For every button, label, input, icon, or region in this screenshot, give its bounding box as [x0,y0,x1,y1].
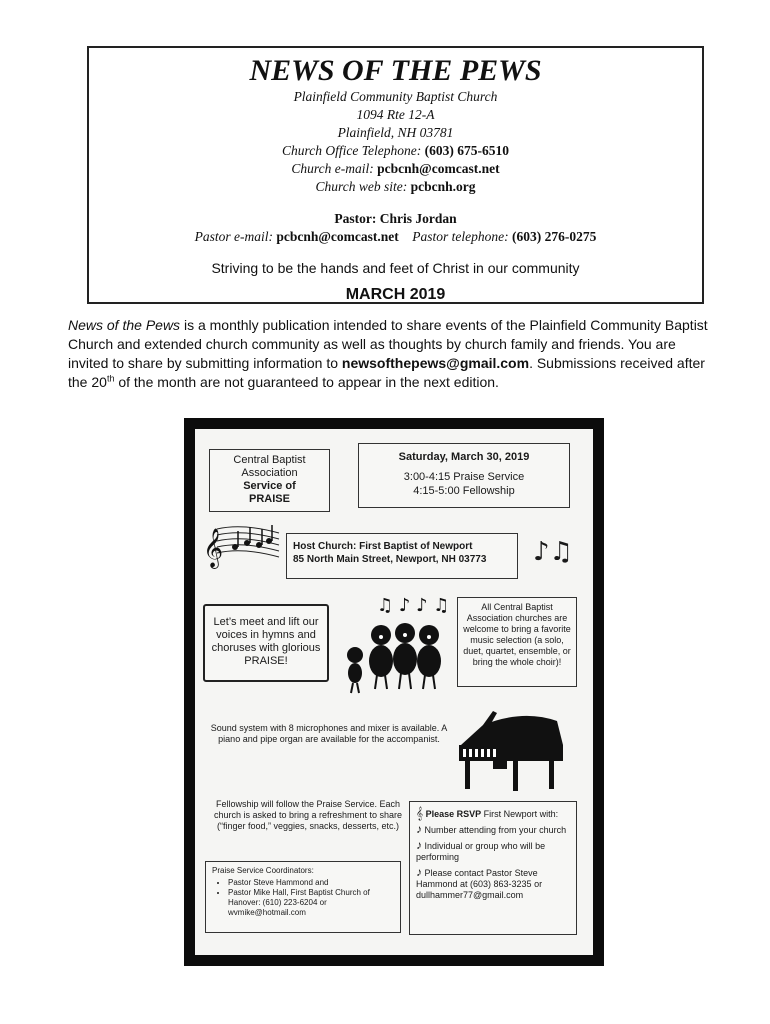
masthead-box: NEWS OF THE PEWS Plainfield Community Baptist Church 1094 Rte 12-A Plainfield, NH 03781 Church Office Telephone: (603) 675-6510 Church e-mail: pcbcnh@comcast.net Church web site: pcbcnh.org Pastor: Chris Jordan Pastor e-mail: pcbcnh@comcast.net Pastor telephone: (603) 276-0275 Striving to be the hands and feet of Christ in our community MARCH 2019 [87,46,704,304]
association-box [209,449,330,512]
coordinators-box [205,861,401,933]
note-icon: ♪ [416,838,422,852]
host-church-box [286,533,518,579]
host-line1: Host Church: First Baptist of Newport [293,541,473,552]
note-icon: ♪ [416,865,422,879]
fellowship-text: Fellowship will follow the Praise Service. Each church is asked to bring a refreshment to share (“finger food,” veggies, snacks, desserts, etc.) [213,799,403,831]
rsvp-bold: Please RSVP [425,809,482,819]
svg-text:𝄞: 𝄞 [203,528,224,568]
issue-month: MARCH 2019 [345,286,446,303]
all-churches-box [457,597,577,687]
meet-text: Let’s meet and lift our voices in hymns and choruses with glorious PRAISE! [211,616,321,667]
church-address-line2: Plainfield, NH 03781 [337,125,454,140]
intro-text-2: . Submissions received after the 20 [68,355,705,390]
music-notes-icon: ♪♫ [533,537,573,567]
event-flyer [184,418,604,966]
tagline: Striving to be the hands and feet of Christ in our community [211,260,580,276]
time-fellowship: 4:15-5:00 Fellowship [413,485,515,497]
note-icon: 𝄞 [416,806,424,820]
event-date: Saturday, March 30, 2019 [398,451,530,463]
date-box [358,443,570,508]
piano-icon [453,705,573,795]
office-phone-label: Church Office Telephone: [282,143,422,158]
assoc-line2: Association [241,467,298,479]
pastor-phone-label: Pastor telephone: [412,229,509,244]
rsvp-item-1: Number attending from your church [424,825,567,835]
host-line2: 85 North Main Street, Newport, NH 03773 [293,554,487,565]
singers-icon [333,589,453,699]
submission-email: newsofthepews@gmail.com [341,355,530,371]
publication-name: News of the Pews [68,317,181,333]
pastor-phone: (603) 276-0275 [512,229,597,244]
rsvp-rest: First Newport with: [481,809,559,819]
sound-system-text: Sound system with 8 microphones and mixer is available. A piano and pipe organ are available for the accompanist. [210,723,448,744]
office-phone: (603) 675-6510 [424,143,509,158]
pastor-name: Pastor: Chris Jordan [334,211,457,226]
meet-box [203,604,329,682]
coord-title: Praise Service Coordinators: [212,866,314,875]
pastor-email: pcbcnh@comcast.net [276,229,399,244]
svg-text:♫ ♪ ♪ ♫: ♫ ♪ ♪ ♫ [377,595,450,616]
assoc-line4: PRAISE [249,493,290,505]
church-email-label: Church e-mail: [291,161,374,176]
rsvp-item-2: Individual or group who will be performing [416,841,546,862]
church-name: Plainfield Community Baptist Church [293,89,498,104]
assoc-line1: Central Baptist [233,454,306,466]
rsvp-box [409,801,577,935]
church-email: pcbcnh@comcast.net [377,161,500,176]
music-staff-icon [203,521,283,571]
note-icon: ♪ [416,822,422,836]
intro-text-1: is a monthly publication intended to share events of the Plainfield Community Baptist Church and extended church community as well as thoughts by church family and friends. You are invited to share by submitting information to [68,317,708,371]
intro-text-3: of the month are not guaranteed to appear in the next edition. [114,374,499,390]
pastor-email-label: Pastor e-mail: [194,229,273,244]
church-address-line1: 1094 Rte 12-A [356,107,435,122]
newsletter-title: NEWS OF THE PEWS [249,54,542,87]
coordinator-1: • Pastor Steve Hammond and [228,878,400,888]
coordinator-2: • Pastor Mike Hall, First Baptist Church of Hanover: (610) 223-6204 or wvmike@hotmail.com [228,888,400,918]
church-web-label: Church web site [315,179,403,194]
rsvp-item-3: Please contact Pastor Steve Hammond at (603) 863-3235 or dullhammer77@gmail.com [416,868,543,900]
assoc-line3: Service of [243,480,296,492]
church-web: pcbcnh.org [410,179,476,194]
intro-paragraph [68,316,708,392]
time-praise: 3:00-4:15 Praise Service [403,471,525,483]
all-churches-text: All Central Baptist Association churches are welcome to bring a favorite music selection (a solo, duet, quartet, ensemble, or bring the whole choir)! [463,602,571,667]
ordinal-suffix: th [106,373,115,384]
